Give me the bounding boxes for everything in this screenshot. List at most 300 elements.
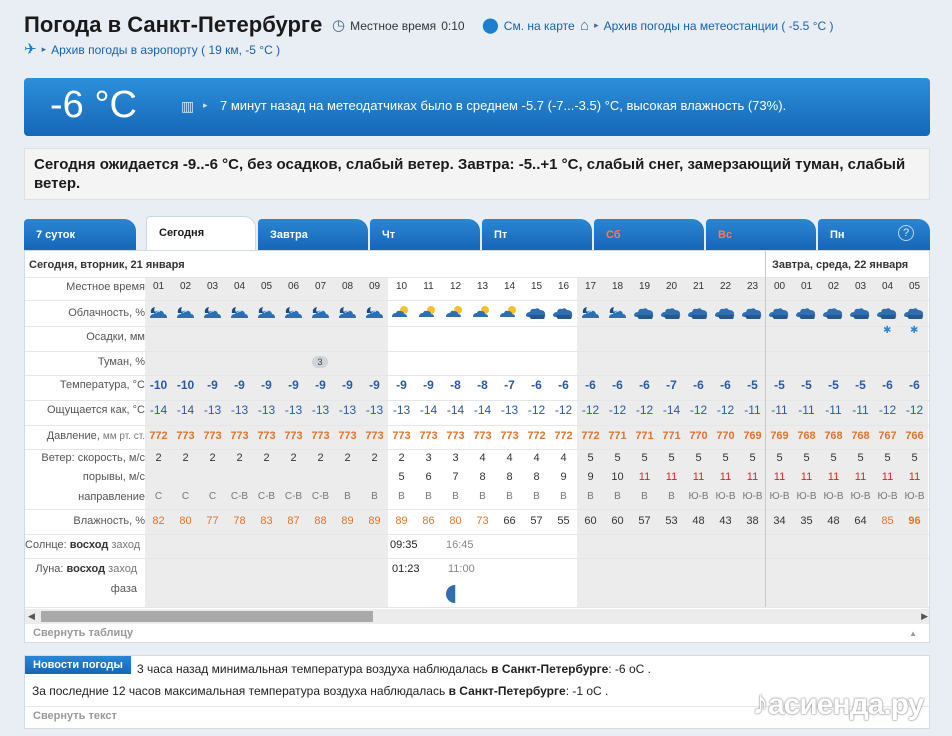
forecast-table: [24, 250, 930, 643]
hour-cell: 14: [503, 281, 516, 292]
row-label-temp: Температура, °С: [59, 379, 145, 391]
label-set: заход: [108, 563, 137, 575]
direction-cell: С-В: [230, 491, 249, 502]
overcast-icon: [633, 304, 655, 320]
pressure-cell: 773: [338, 430, 357, 442]
station-archive-link[interactable]: [580, 18, 834, 33]
feels-cell: -14: [473, 403, 492, 417]
hour-cell: 09: [368, 281, 381, 292]
humidity-cell: 78: [233, 515, 246, 527]
row-label-cloud: Облачность, %: [68, 307, 145, 319]
feels-cell: -13: [500, 403, 519, 417]
hour-cell: 10: [395, 281, 408, 292]
pressure-label: Давление,: [46, 430, 100, 442]
label-prefix: Луна:: [35, 563, 64, 575]
hour-cell: 19: [638, 281, 651, 292]
hour-cell: 03: [206, 281, 219, 292]
night-cloudy-icon: [255, 304, 277, 320]
gust-cell: 11: [746, 471, 759, 483]
tab-6[interactable]: Вс: [706, 219, 816, 250]
row-divider: [25, 449, 930, 450]
temp-cell: -6: [585, 378, 596, 392]
temp-cell: -6: [693, 378, 704, 392]
direction-cell: В: [668, 491, 675, 502]
pressure-cell: 773: [446, 430, 465, 442]
hour-cell: 16: [557, 281, 570, 292]
feels-cell: -12: [689, 403, 708, 417]
pressure-cell: 771: [608, 430, 627, 442]
gust-cell: 8: [479, 471, 486, 483]
direction-cell: С-В: [284, 491, 303, 502]
temp-cell: -7: [666, 378, 677, 392]
humidity-cell: 35: [800, 515, 813, 527]
collapse-table-button[interactable]: Свернуть таблицу: [33, 627, 134, 639]
pressure-cell: 772: [527, 430, 546, 442]
row-divider: [25, 277, 930, 278]
hour-cell: 11: [423, 281, 434, 292]
direction-cell: Ю-В: [823, 491, 844, 502]
gust-cell: 11: [638, 471, 651, 483]
gust-cell: 8: [506, 471, 513, 483]
direction-cell: Ю-В: [796, 491, 817, 502]
label-rise: восход: [69, 539, 109, 551]
gust-cell: 7: [452, 471, 459, 483]
wind-cell: 2: [290, 452, 297, 464]
direction-cell: Ю-В: [769, 491, 790, 502]
airplane-icon: ✈: [24, 41, 37, 58]
wind-cell: 4: [506, 452, 513, 464]
humidity-cell: 66: [503, 515, 516, 527]
direction-cell: В: [587, 491, 594, 502]
wind-cell: 5: [614, 452, 621, 464]
news-text: 3 часа назад минимальная температура воздуха наблюдалась: [137, 662, 492, 676]
watermark-logo-icon: ♪: [752, 684, 768, 722]
wind-cell: 5: [857, 452, 864, 464]
overcast-icon: [795, 304, 817, 320]
wind-cell: 4: [533, 452, 540, 464]
wind-cell: 2: [236, 452, 243, 464]
gust-cell: 10: [611, 471, 624, 483]
temp-cell: -10: [176, 378, 195, 392]
hour-cell: 01: [800, 281, 813, 292]
news-unit: оС .: [628, 662, 651, 676]
direction-cell: С: [154, 491, 163, 502]
hour-cell: 03: [854, 281, 867, 292]
humidity-cell: 34: [773, 515, 786, 527]
hour-cell: 04: [881, 281, 894, 292]
direction-cell: В: [479, 491, 486, 502]
gust-cell: 8: [533, 471, 540, 483]
news-line-1: [137, 662, 651, 676]
feels-cell: -11: [771, 403, 788, 417]
temp-cell: -5: [855, 378, 866, 392]
feels-cell: -14: [419, 403, 438, 417]
row-label-humidity: Влажность, %: [73, 515, 145, 527]
pressure-cell: 773: [257, 430, 276, 442]
gust-cell: 6: [425, 471, 432, 483]
hour-cell: 22: [719, 281, 732, 292]
direction-cell: Ю-В: [877, 491, 898, 502]
wind-cell: 2: [317, 452, 324, 464]
pressure-cell: 773: [284, 430, 303, 442]
map-link[interactable]: [482, 18, 575, 33]
pressure-cell: 771: [635, 430, 654, 442]
hour-cell: 21: [692, 281, 705, 292]
hour-cell: 13: [476, 281, 489, 292]
feels-cell: -13: [311, 403, 330, 417]
feels-cell: -13: [203, 403, 222, 417]
direction-cell: В: [344, 491, 351, 502]
humidity-cell: 48: [692, 515, 705, 527]
humidity-cell: 38: [746, 515, 759, 527]
day-partly-cloudy-icon: [498, 304, 520, 320]
tab-3[interactable]: Чт: [370, 219, 480, 250]
sunrise-time: 09:35: [390, 539, 418, 551]
tab-5[interactable]: Сб: [594, 219, 704, 250]
direction-cell: С: [181, 491, 190, 502]
humidity-cell: 88: [314, 515, 327, 527]
watermark-text: асиенда.ру: [768, 688, 924, 721]
pressure-cell: 766: [905, 430, 924, 442]
wind-cell: 2: [155, 452, 162, 464]
horizontal-scrollbar[interactable]: [25, 609, 930, 624]
hour-cell: 20: [665, 281, 678, 292]
wind-cell: 5: [641, 452, 648, 464]
overcast-icon: [876, 304, 898, 320]
humidity-cell: 82: [152, 515, 165, 527]
tab-0[interactable]: 7 суток: [24, 219, 136, 250]
moonset-time: 11:00: [448, 563, 475, 575]
tab-2[interactable]: Завтра: [258, 219, 368, 250]
map-pin-icon: ⬤: [482, 17, 499, 34]
hour-cell: 07: [314, 281, 327, 292]
feels-cell: -13: [338, 403, 357, 417]
help-icon[interactable]: ?: [898, 225, 914, 241]
pressure-cell: 767: [878, 430, 897, 442]
feels-cell: -11: [852, 403, 869, 417]
feels-cell: -14: [662, 403, 681, 417]
label-rise: восход: [66, 563, 106, 575]
row-divider: [25, 607, 930, 608]
humidity-cell: 73: [476, 515, 489, 527]
direction-cell: С-В: [311, 491, 330, 502]
temp-cell: -9: [288, 378, 299, 392]
row-divider: [25, 558, 930, 559]
row-label-pressure: [25, 430, 145, 442]
direction-cell: В: [371, 491, 378, 502]
feels-cell: -14: [176, 403, 195, 417]
gust-cell: 11: [908, 471, 921, 483]
feels-cell: -14: [149, 403, 168, 417]
current-weather-bar: [24, 78, 930, 136]
scroll-left-icon[interactable]: ◀: [28, 611, 35, 621]
gust-cell: 11: [665, 471, 678, 483]
wind-cell: 2: [398, 452, 405, 464]
news-value: : -6: [608, 662, 629, 676]
wind-cell: 5: [668, 452, 675, 464]
airport-archive-text[interactable]: Архив погоды в аэропорту ( 19 км, -5 °C ): [51, 42, 281, 57]
pressure-cell: 768: [824, 430, 843, 442]
temp-cell: -9: [396, 378, 407, 392]
humidity-cell: 60: [611, 515, 624, 527]
map-link-text[interactable]: См. на карте: [503, 18, 575, 33]
hour-cell: 12: [449, 281, 462, 292]
humidity-cell: 80: [449, 515, 462, 527]
pressure-cell: 773: [311, 430, 330, 442]
gust-cell: 9: [587, 471, 594, 483]
pressure-cell: 773: [176, 430, 195, 442]
feels-cell: -13: [284, 403, 303, 417]
feels-cell: -11: [825, 403, 842, 417]
local-time: [332, 18, 465, 33]
direction-cell: С: [208, 491, 217, 502]
row-divider: [25, 375, 930, 376]
hour-cell: 17: [584, 281, 597, 292]
feels-cell: -13: [365, 403, 384, 417]
row-divider: [25, 326, 930, 327]
humidity-cell: 80: [179, 515, 192, 527]
feels-cell: -12: [635, 403, 654, 417]
temp-cell: -9: [342, 378, 353, 392]
wind-cell: 2: [371, 452, 378, 464]
gust-cell: 11: [719, 471, 732, 483]
news-unit: оС .: [586, 684, 609, 698]
humidity-cell: 96: [908, 515, 921, 527]
sunset-time: 16:45: [446, 539, 474, 551]
building-icon: ▥: [181, 98, 195, 114]
temp-cell: -6: [639, 378, 650, 392]
direction-cell: В: [398, 491, 405, 502]
night-cloudy-icon: [228, 304, 250, 320]
collapse-text-button[interactable]: Свернуть текст: [33, 710, 117, 722]
direction-cell: В: [560, 491, 567, 502]
watermark: [752, 684, 923, 723]
hour-cell: 00: [773, 281, 786, 292]
temp-cell: -5: [774, 378, 785, 392]
pressure-cell: 773: [365, 430, 384, 442]
label-set: заход: [111, 539, 141, 551]
overcast-icon: [687, 304, 709, 320]
snowflake-icon: ✱: [883, 325, 892, 336]
scroll-thumb[interactable]: [41, 611, 373, 622]
gust-cell: 11: [827, 471, 840, 483]
scroll-right-icon[interactable]: ▶: [921, 611, 928, 621]
direction-cell: В: [533, 491, 540, 502]
gust-cell: 11: [881, 471, 894, 483]
temp-cell: -9: [369, 378, 380, 392]
current-sensor-info: 7 минут назад на метеодатчиках было в среднем -5.7 (-7...-3.5) °C, высокая влажность (73%).: [220, 98, 787, 113]
feels-cell: -12: [905, 403, 924, 417]
news-value: : -1: [565, 684, 587, 698]
night-cloudy-icon: [147, 304, 169, 320]
local-time-label: Местное время: [350, 18, 437, 33]
day-separator: [765, 251, 766, 607]
hour-cell: 05: [260, 281, 273, 292]
overcast-icon: [525, 304, 547, 320]
humidity-cell: 89: [341, 515, 354, 527]
direction-cell: Ю-В: [742, 491, 763, 502]
overcast-icon: [849, 304, 871, 320]
temp-cell: -8: [477, 378, 488, 392]
hour-cell: 15: [530, 281, 543, 292]
direction-cell: Ю-В: [850, 491, 871, 502]
pressure-cell: 772: [554, 430, 573, 442]
wind-cell: 5: [803, 452, 810, 464]
half-moon-icon: [446, 585, 456, 599]
arrow-right-icon: ▸: [41, 44, 47, 54]
feels-cell: -13: [230, 403, 249, 417]
news-text: За последние 12 часов максимальная температура воздуха наблюдалась: [32, 684, 449, 698]
temp-cell: -9: [315, 378, 326, 392]
overcast-icon: [903, 304, 925, 320]
day-tabs: [24, 216, 930, 250]
humidity-cell: 86: [422, 515, 435, 527]
pressure-cell: 773: [500, 430, 519, 442]
tab-4[interactable]: Пт: [482, 219, 592, 250]
temp-cell: -5: [801, 378, 812, 392]
direction-cell: В: [425, 491, 432, 502]
feels-cell: -12: [581, 403, 600, 417]
feels-cell: -12: [716, 403, 735, 417]
wind-cell: 2: [182, 452, 189, 464]
news-line-2: [32, 684, 608, 698]
arrow-right-icon: ▸: [594, 20, 599, 30]
tab-1[interactable]: Сегодня: [146, 216, 256, 250]
gust-cell: 11: [854, 471, 867, 483]
humidity-cell: 55: [557, 515, 570, 527]
direction-cell: В: [452, 491, 459, 502]
pressure-cell: 772: [149, 430, 168, 442]
wind-cell: 5: [587, 452, 594, 464]
humidity-cell: 89: [368, 515, 381, 527]
overcast-icon: [714, 304, 736, 320]
pressure-cell: 773: [419, 430, 438, 442]
pressure-cell: 773: [203, 430, 222, 442]
wind-cell: 5: [830, 452, 837, 464]
pressure-cell: 773: [392, 430, 411, 442]
temp-cell: -8: [450, 378, 461, 392]
feels-cell: -12: [608, 403, 627, 417]
wind-cell: 5: [722, 452, 729, 464]
feels-cell: -12: [878, 403, 897, 417]
hour-cell: 02: [827, 281, 840, 292]
row-label-sun: [25, 539, 141, 551]
news-badge: Новости погоды: [25, 656, 131, 674]
feels-cell: -12: [527, 403, 546, 417]
humidity-cell: 85: [881, 515, 894, 527]
temp-cell: -6: [720, 378, 731, 392]
temp-cell: -9: [234, 378, 245, 392]
row-divider: [25, 534, 930, 535]
row-label-feels: Ощущается как, °С: [46, 404, 145, 416]
wind-cell: 2: [263, 452, 270, 464]
temp-cell: -5: [747, 378, 758, 392]
pressure-cell: 772: [581, 430, 600, 442]
row-label-fog: Туман, %: [97, 356, 145, 368]
night-cloudy-icon: [174, 304, 196, 320]
page-title: Погода в Санкт-Петербурге: [24, 12, 323, 37]
feels-cell: -11: [798, 403, 815, 417]
pressure-cell: 768: [797, 430, 816, 442]
wind-cell: 5: [695, 452, 702, 464]
direction-cell: В: [614, 491, 621, 502]
humidity-cell: 57: [638, 515, 651, 527]
direction-cell: Ю-В: [715, 491, 736, 502]
day-partly-cloudy-icon: [417, 304, 439, 320]
tab-7[interactable]: Пн: [818, 219, 930, 250]
row-label-gusts: порывы, м/с: [82, 471, 145, 483]
pressure-unit: мм рт. ст.: [102, 431, 145, 442]
night-cloudy-icon: [282, 304, 304, 320]
overcast-icon: [822, 304, 844, 320]
station-archive-text[interactable]: Архив погоды на метеостанции ( -5.5 °C ): [603, 18, 834, 33]
hour-cell: 08: [341, 281, 354, 292]
humidity-cell: 53: [665, 515, 678, 527]
temp-cell: -6: [612, 378, 623, 392]
wind-cell: 3: [425, 452, 432, 464]
row-label-moon: [25, 563, 137, 575]
pressure-cell: 770: [716, 430, 735, 442]
wind-cell: 4: [560, 452, 567, 464]
clock-icon: ◷: [332, 17, 346, 34]
date-tomorrow: Завтра, среда, 22 января: [772, 259, 909, 271]
direction-cell: Ю-В: [904, 491, 925, 502]
airport-archive-link[interactable]: [24, 42, 280, 57]
temp-cell: -9: [207, 378, 218, 392]
news-city: в Санкт-Петербурге: [448, 684, 566, 698]
row-label-phase: фаза: [110, 583, 137, 595]
pressure-cell: 769: [743, 430, 762, 442]
hour-cell: 06: [287, 281, 300, 292]
arrow-right-icon: ▸: [203, 100, 208, 110]
feels-cell: -13: [257, 403, 276, 417]
wind-cell: 3: [452, 452, 459, 464]
night-cloudy-icon: [336, 304, 358, 320]
gust-cell: 11: [692, 471, 705, 483]
collapse-up-icon[interactable]: ▲: [909, 629, 917, 638]
humidity-cell: 87: [287, 515, 300, 527]
temp-cell: -9: [261, 378, 272, 392]
direction-cell: С-В: [257, 491, 276, 502]
pressure-cell: 773: [230, 430, 249, 442]
temp-cell: -9: [423, 378, 434, 392]
hour-cell: 04: [233, 281, 246, 292]
temp-cell: -6: [531, 378, 542, 392]
row-label-wind: Ветер: скорость, м/с: [41, 452, 145, 464]
hour-cell: 05: [908, 281, 921, 292]
temp-cell: -5: [828, 378, 839, 392]
news-city: в Санкт-Петербурге: [491, 662, 609, 676]
row-divider: [25, 509, 930, 510]
direction-cell: В: [506, 491, 513, 502]
moonrise-time: 01:23: [392, 563, 420, 575]
night-cloudy-icon: [363, 304, 385, 320]
humidity-cell: 83: [260, 515, 273, 527]
row-divider: [25, 400, 930, 401]
direction-cell: В: [641, 491, 648, 502]
gust-cell: 11: [800, 471, 813, 483]
label-prefix: Солнце:: [25, 539, 67, 551]
wind-cell: 5: [776, 452, 783, 464]
hour-cell: 01: [152, 281, 165, 292]
night-cloudy-icon: [606, 304, 628, 320]
humidity-cell: 89: [395, 515, 408, 527]
feels-cell: -12: [554, 403, 573, 417]
feels-cell: -13: [392, 403, 411, 417]
feels-cell: -14: [446, 403, 465, 417]
row-divider: [25, 300, 930, 301]
wind-cell: 5: [749, 452, 756, 464]
